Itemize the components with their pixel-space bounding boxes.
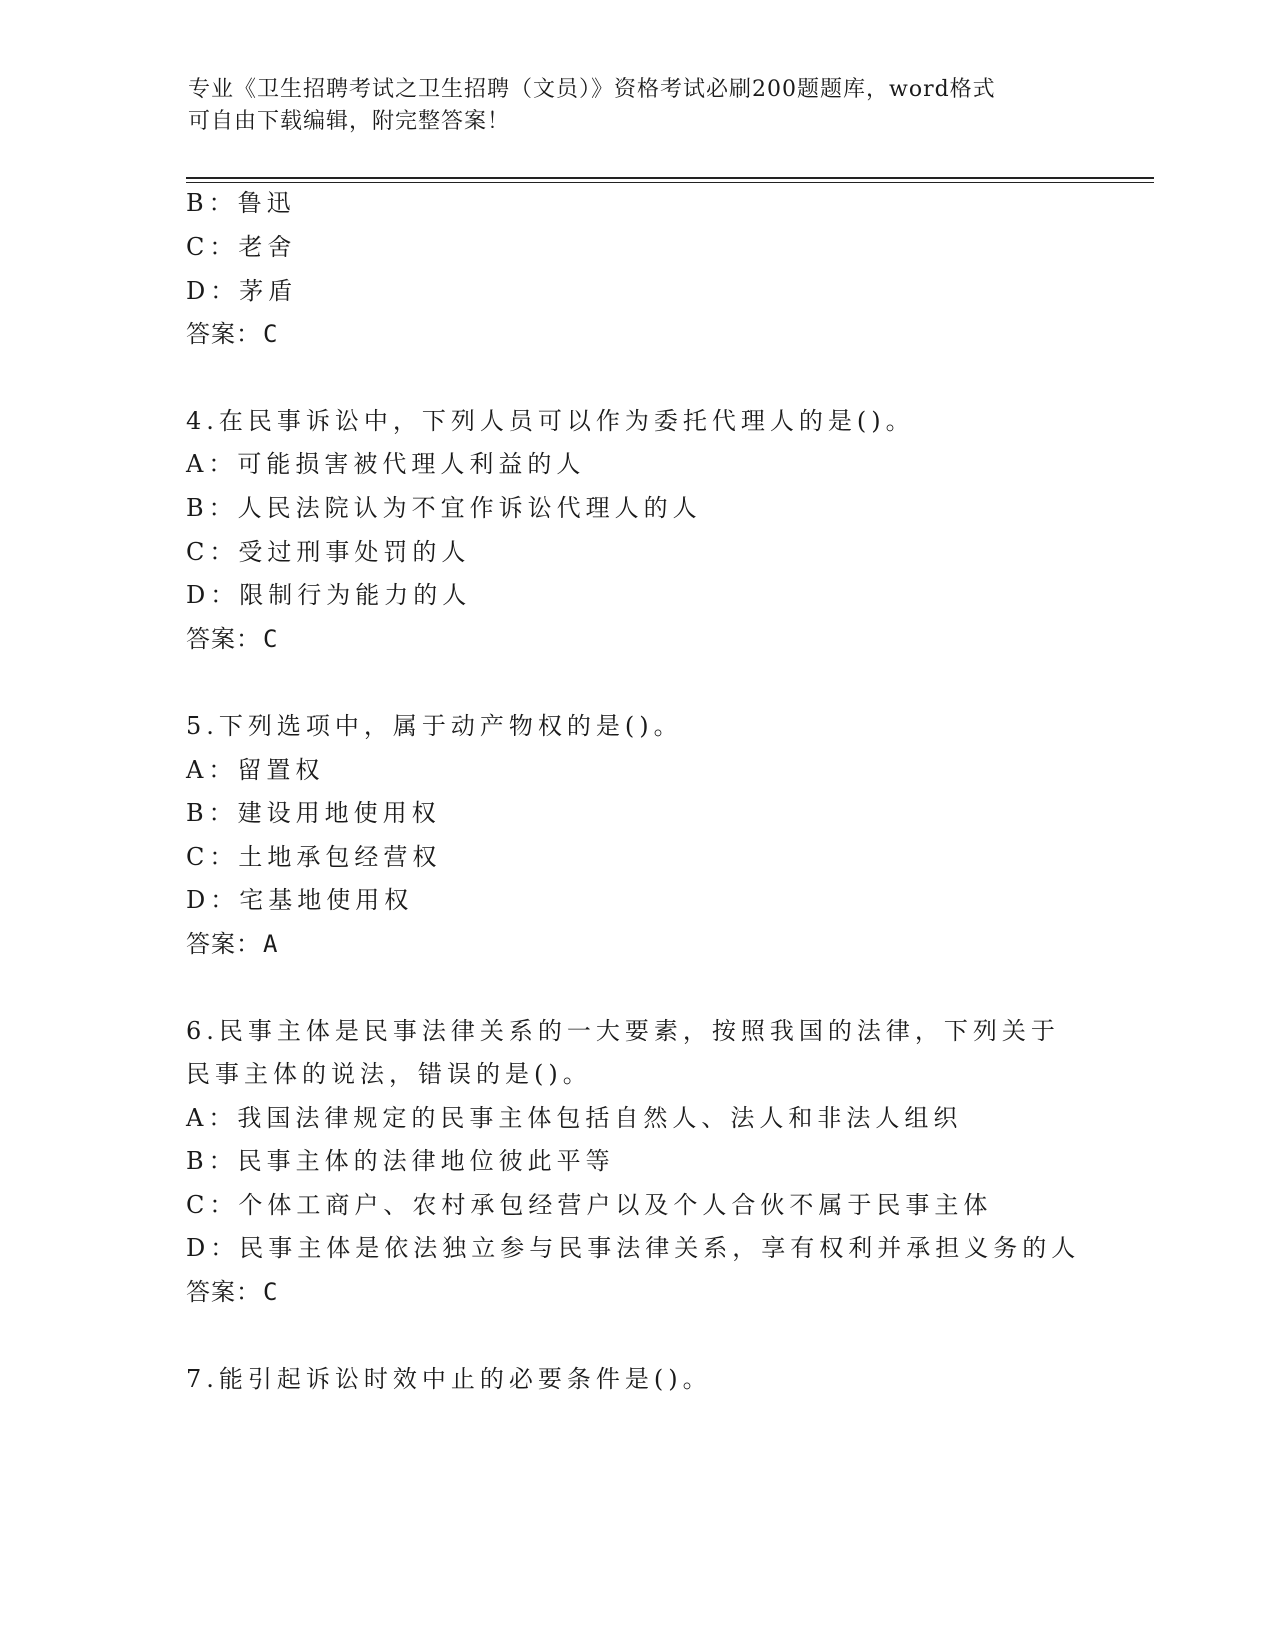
q5-option-a: A：留置权 <box>186 756 325 784</box>
q6-option-c: C：个体工商户、农村承包经营户以及个人合伙不属于民事主体 <box>186 1191 993 1219</box>
document-header <box>188 74 1088 138</box>
q6-option-b: B：民事主体的法律地位彼此平等 <box>186 1147 615 1175</box>
q5-option-c: C：土地承包经营权 <box>186 843 442 871</box>
q3-option-d: D：茅盾 <box>186 277 298 305</box>
q6-option-a: A：我国法律规定的民事主体包括自然人、法人和非法人组织 <box>186 1104 963 1132</box>
q5-option-b: B：建设用地使用权 <box>186 799 441 827</box>
answer-value: C <box>263 1278 279 1306</box>
answer-label: 答案： <box>186 625 261 653</box>
q3-option-b: B：鲁迅 <box>186 189 296 217</box>
header-rule-thick <box>186 177 1154 179</box>
q4-option-d: D：限制行为能力的人 <box>186 581 472 609</box>
q3-answer <box>186 318 278 350</box>
header-title-line2: 可自由下载编辑，附完整答案！ <box>188 109 511 134</box>
answer-label: 答案： <box>186 930 261 958</box>
q4-option-a: A：可能损害被代理人利益的人 <box>186 450 586 478</box>
q4-option-b: B：人民法院认为不宜作诉讼代理人的人 <box>186 494 702 522</box>
q5-stem: 5.下列选项中，属于动产物权的是()。 <box>186 712 683 740</box>
header-rule-thin <box>186 182 1154 183</box>
q5-answer <box>186 928 278 960</box>
q6-stem-line2: 民事主体的说法，错误的是()。 <box>186 1060 592 1088</box>
q6-stem-line1: 6.民事主体是民事法律关系的一大要素，按照我国的法律，下列关于 <box>186 1017 1060 1045</box>
q4-stem: 4.在民事诉讼中，下列人员可以作为委托代理人的是()。 <box>186 407 915 435</box>
q7-stem: 7.能引起诉讼时效中止的必要条件是()。 <box>186 1365 712 1393</box>
answer-label: 答案： <box>186 320 261 348</box>
answer-value: A <box>263 930 279 958</box>
q5-option-d: D：宅基地使用权 <box>186 886 414 914</box>
q6-answer <box>186 1276 278 1308</box>
q3-option-c: C：老舍 <box>186 233 297 261</box>
q4-answer <box>186 623 278 655</box>
header-title-line1: 专业《卫生招聘考试之卫生招聘（文员）》资格考试必刷200题题库，word格式 <box>188 77 996 102</box>
q4-option-c: C：受过刑事处罚的人 <box>186 538 471 566</box>
q6-option-d: D：民事主体是依法独立参与民事法律关系，享有权利并承担义务的人 <box>186 1234 1081 1262</box>
answer-value: C <box>263 625 279 653</box>
answer-label: 答案： <box>186 1278 261 1306</box>
answer-value: C <box>263 320 279 348</box>
